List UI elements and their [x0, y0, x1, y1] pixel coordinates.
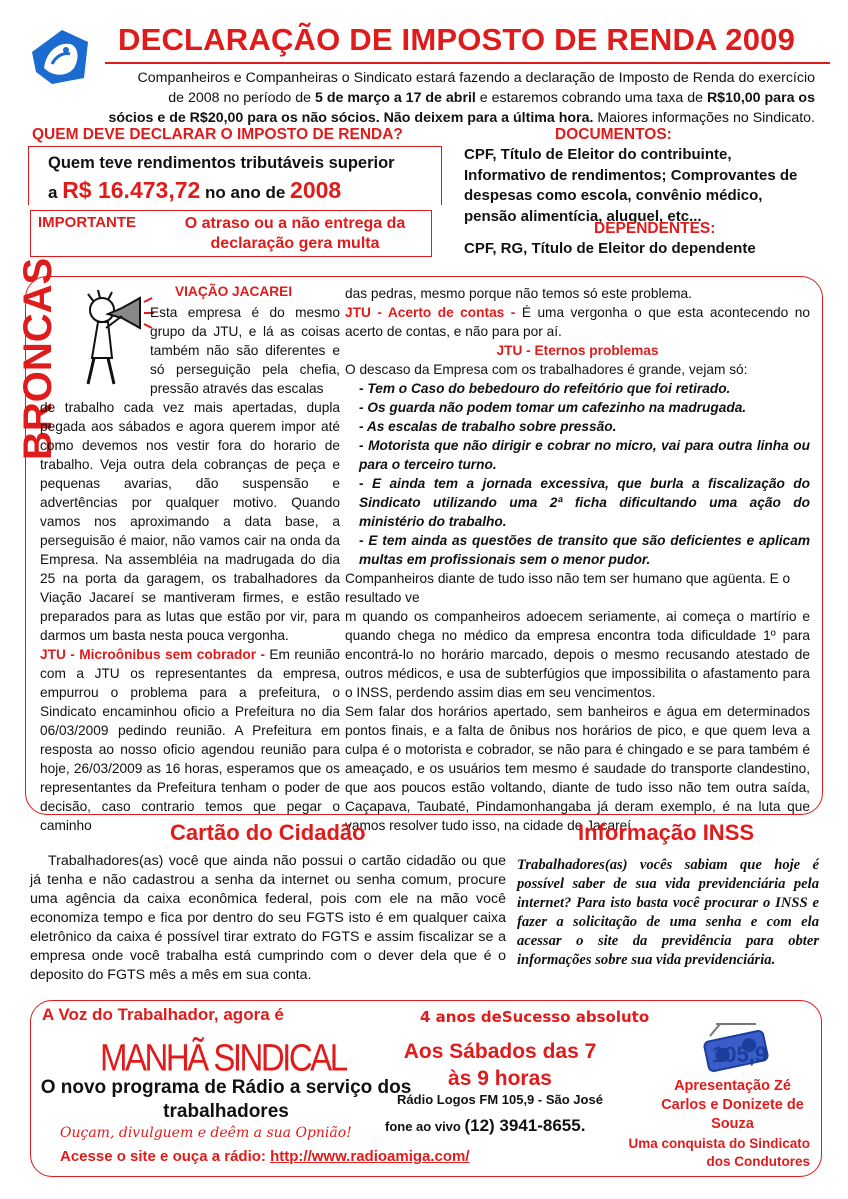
important-label: IMPORTANTE — [38, 214, 137, 231]
list-item: - Tem o Caso do bebedouro do refeitório que foi retirado. — [359, 381, 731, 396]
quem-line1: Quem teve rendimentos tributáveis superior — [48, 154, 395, 172]
phone-number: (12) 3941-8655. — [464, 1116, 586, 1135]
viacao-column — [40, 398, 340, 835]
acesse-line: Acesse o site e ouça a rádio: http://www.radioamiga.com/ — [60, 1148, 470, 1165]
frequency-label: 105,9 — [712, 1042, 768, 1067]
inss-title: Informação INSS — [578, 820, 755, 845]
eternos-heading: JTU - Eternos problemas — [496, 343, 659, 358]
cartao-title: Cartão do Cidadão — [170, 820, 366, 845]
phone-line: fone ao vivo (12) 3941-8655. — [385, 1116, 586, 1135]
list-item: - Os guarda não podem tomar um cafezinho na madrugada. — [359, 400, 747, 415]
threshold-amount: R$ 16.473,72 — [62, 177, 201, 203]
title-divider — [105, 62, 830, 64]
problem-list — [345, 379, 810, 569]
program-description: O novo programa de Rádio a serviço dos trabalhadores — [40, 1077, 412, 1122]
dependents-heading: DEPENDENTES: — [594, 220, 716, 237]
important-text: O atraso ou a não entrega da declaração gera multa — [184, 215, 406, 252]
inss-text: Trabalhadores(as) vocês sabiam que hoje é possível saber de sua vida previdenciária pela internet? Para isto basta você procurar o INSS e fazer a solicitação de uma senha e com ela acessar o site da previdência para obter informações sobre sua vida previdenciária. — [517, 857, 819, 968]
radio-site-link[interactable]: http://www.radioamiga.com/ — [270, 1148, 470, 1165]
closing-2: m quando os companheiros adoecem seriamente, ai começa o martírio e quando chega no médico da empresa encontra toda dificuldade 1º para encontrá-lo no horário marcado, depois o mesmo recusando atestado de outros médicos, e usa de subterfúgios que impossibilita o afastamento para o INSS, perdendo assim dias em seu vencimentos. — [345, 609, 810, 700]
eternos-intro: O descaso da Empresa com os trabalhadores é grande, vejam só: — [345, 362, 748, 377]
page-title: DECLARAÇÃO DE IMPOSTO DE RENDA 2009 — [118, 22, 796, 57]
viacao-text-b: de trabalho cada vez mais apertadas, dupla pegada aos sábados e agora querem impor até como devemos nos vestir fora do horario de trabalho. Veja outra dela cobranças de peça e pequenas avarias, dão suspensão e advertências por qualquer motivo. Quando vamos nos aproximando a data base, a perseguisão é maior, não vamos cair na onda da Empresa. Na assembléia na madrugada do dia 25 na porta da garagem, os trabalhadores da Viação Jacareí se mantiveram firmes, e estão preparados para as lutas que estão por vir, para darmos um basta nesta pouca vergonha. — [40, 400, 340, 643]
oucam-text: Ouçam, divulguem e deêm a sua Opnião! — [60, 1125, 352, 1141]
conquista-text: Uma conquista do Sindicato dos Condutores — [628, 1136, 810, 1169]
micro-paragraph: JTU - Microônibus sem cobrador - Em reunião com a JTU os representantes da empresa, empurrou o problema para a prefeitura, o Sindicato encaminhou oficio a Prefeitura no dia 06/03/2009 pedindo reunião. A Prefeitura em resposta ao nosso oficio agendou reunião para hoje, 26/03/2009 as 16 horas, esperamos que os representantes da Prefeitura tenham o poder de decisão, caso contrario temos que pegar o caminho — [40, 647, 340, 833]
union-logo-icon — [28, 28, 90, 86]
documents-heading: DOCUMENTOS: — [555, 126, 672, 143]
program-name: MANHÃ SINDICAL — [100, 1036, 346, 1079]
documents-text: CPF, Título de Eleitor do contribuinte, Informativo de rendimentos; Comprovantes de despesas como escola, convênio médico, pensão alimentícia, aluguel, etc... — [464, 146, 798, 225]
list-item: - E ainda tem a jornada excessiva, que burla a fiscalização do Sindicato utilizando uma 2ª ficha dificultando uma ação do ministério do trabalho. — [359, 476, 810, 529]
list-item: - As escalas de trabalho sobre pressão. — [359, 419, 617, 434]
list-item: - Motorista que não dirigir e cobrar no micro, vai para outra linha ou para o terceiro turno. — [359, 438, 810, 472]
quem-heading: QUEM DEVE DECLARAR O IMPOSTO DE RENDA? — [32, 126, 403, 143]
right-intro: das pedras, mesmo porque não temos só este problema. — [345, 286, 692, 301]
station-text: Rádio Logos FM 105,9 - São José — [397, 1092, 603, 1107]
anos-text: 4 anos deSucesso absoluto — [420, 1008, 650, 1026]
closing-1: Companheiros diante de tudo isso não tem ser humano que agüenta. E o resultado ve — [345, 571, 791, 605]
voz-text: A Voz do Trabalhador, agora é — [42, 1005, 284, 1024]
viacao-heading: VIAÇÃO JACAREI — [175, 284, 293, 299]
intro-paragraph: Companheiros e Companheiras o Sindicato estará fazendo a declaração de Imposto de Renda do exercício de 2008 no período de 5 de março a 17 de abril e estaremos cobrando uma taxa de R$10,00 para os sócios e de R$20,00 para os não sócios. Não deixem para a última hora. Maiores informações no Sindicato. — [108, 70, 815, 126]
dependents-text: CPF, RG, Título de Eleitor do dependente — [464, 240, 756, 257]
broncas-vertical-title: BRONCAS — [16, 257, 60, 460]
list-item: - E tem ainda as questões de transito que são deficientes e aplicam multas em profissionais sem o menor pudor. — [359, 533, 810, 567]
quem-line2: a R$ 16.473,72 no ano de 2008 — [48, 177, 342, 203]
cartao-text: Trabalhadores(as) você que ainda não possui o cartão cidadão ou que já tenha e não cadastrou a senha da internet ou senha comum, procure uma agência da caixa econômica federal, pois com ele na mão você economiza tempo e fica por dentro do seu FGTS isto é em qualquer caixa eletrônico da caixa é possível tirar extrato do FGTS e assim fiscalizar se a empresa onde você trabalha está cumprindo com o dever dela que é o deposito do FGTS mês a mês em sua conta. — [30, 853, 506, 983]
presenters-text: Apresentação Zé Carlos e Donizete de Souza — [661, 1078, 804, 1132]
threshold-year: 2008 — [290, 177, 342, 203]
acerto-paragraph: JTU - Acerto de contas - É uma vergonha o que esta acontecendo no acerto de contas, e não para por aí. — [345, 305, 810, 339]
jtu-column — [345, 284, 810, 835]
closing-3: Sem falar dos horários apertado, sem banheiros e água em determinados pontos finais, e a falta de ônibus nos horários de pico, e que quem leva a culpa é o motorista e cobrador, se não para é chingado e se para também é ameaçado, e os usuários tem mesmo é saudade do transporte clandestino, que aos poucos estão voltando, diante de tudo isso não tem outra saída, Caçapava, Taubaté, Pindamonhangaba já deram exemplo, é na luta que vamos resolver tudo isso, na cidade de Jacareí. — [345, 704, 810, 833]
shouting-man-icon — [78, 288, 158, 388]
schedule-text: Aos Sábados das 7 às 9 horas — [403, 1040, 597, 1090]
viacao-text-a: Esta empresa é do mesmo grupo da JTU, e lá as coisas também não são diferentes e só perseguição pela chefia, pressão através das escalas — [150, 305, 340, 396]
